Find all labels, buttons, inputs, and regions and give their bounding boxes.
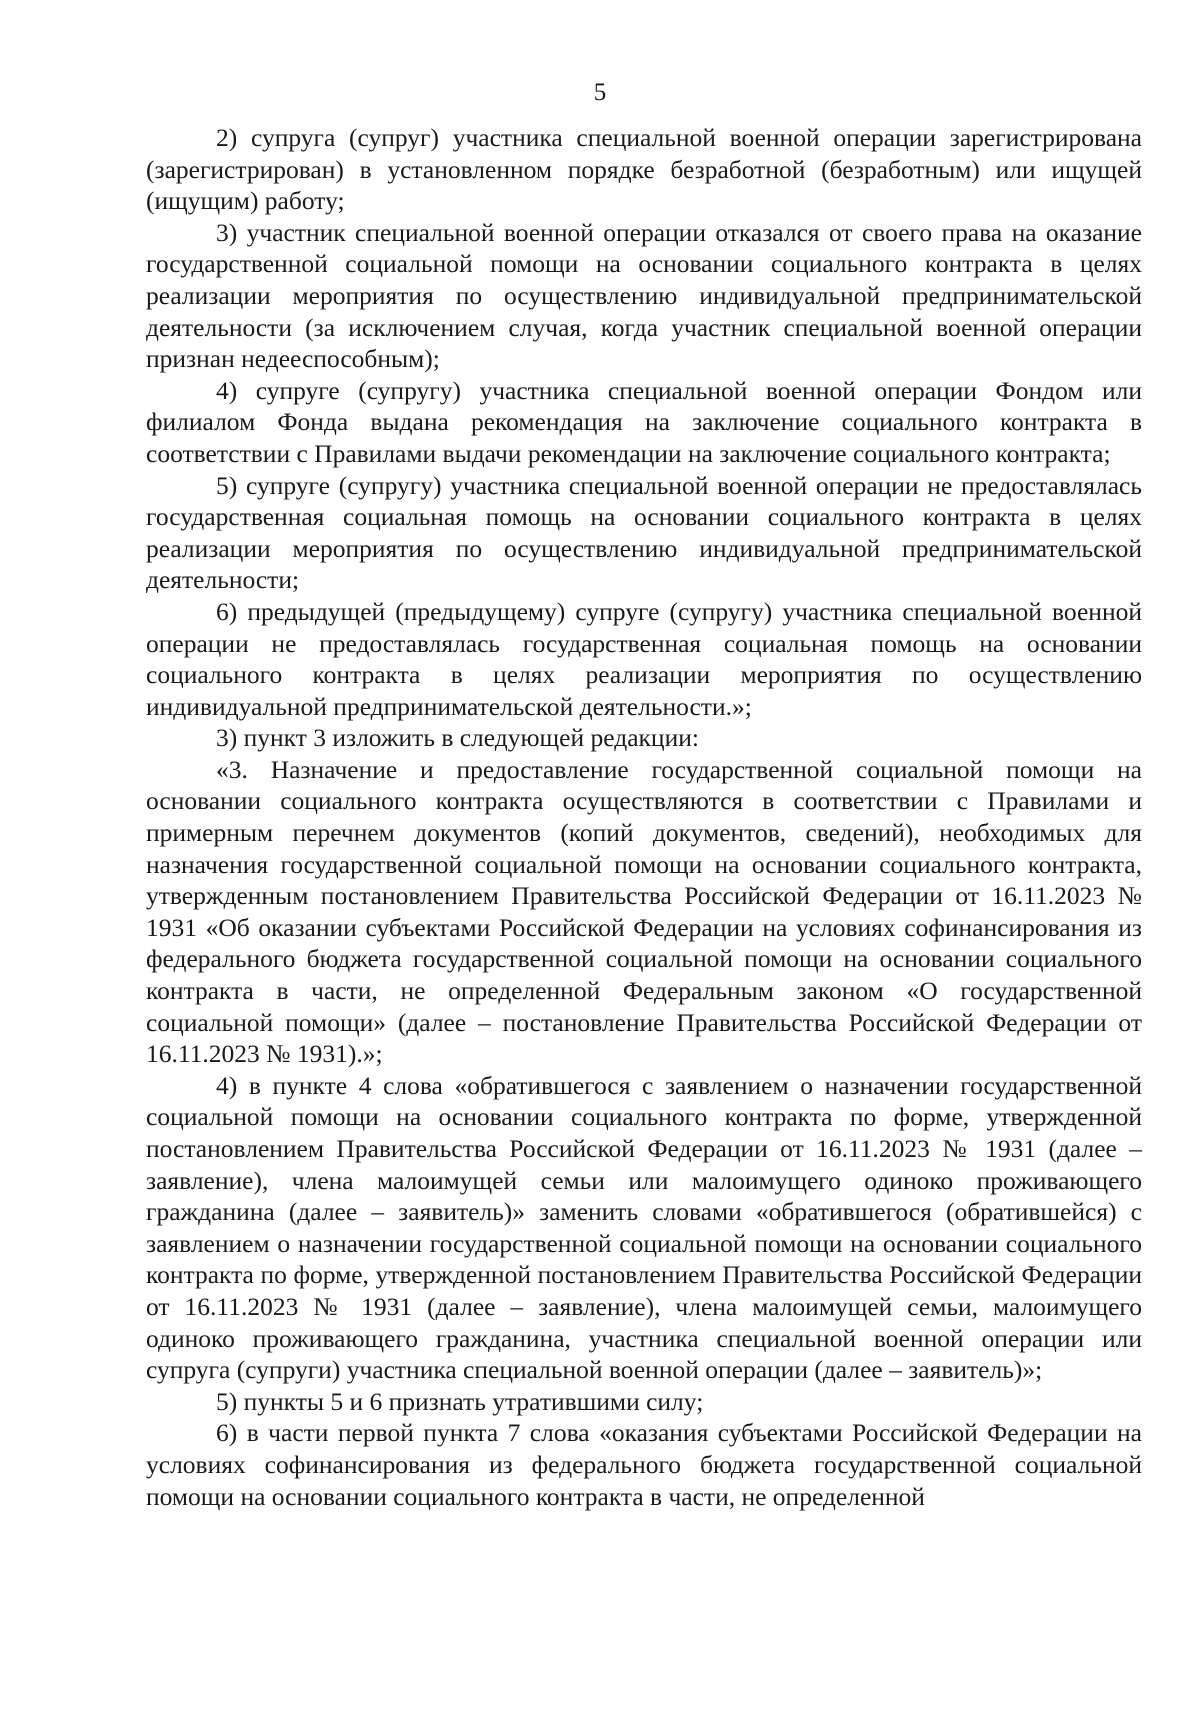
paragraph-item-2: 2) супруга (супруг) участника специальной военной операции зарегистрирована (зарегистрирован) в установленном порядке безработной (безработным) или ищущей (ищущим) работу; <box>146 123 1142 216</box>
page-number: 5 <box>593 79 607 106</box>
paragraph-item-6: 6) предыдущей (предыдущему) супруге (супругу) участника специальной военной операции не предоставлялась государственная социальная помощь на основании социального контракта в целях реализации мероприятия по осуществлению индивидуальной предпринимательской деятельности.»; <box>146 596 1142 721</box>
paragraph-point-3-text: «3. Назначение и предоставление государственной социальной помощи на основании социального контракта осуществляются в соответствии с Правилами и примерным перечнем документов (копий документов, сведений), необходимых для назначения государственной социальной помощи на основании социального контракта, утвержденным постановлением Правительства Российской Федерации от 16.11.2023 № 1931 «Об оказании субъектами Российской Федерации на условиях софинансирования из федерального бюджета государственной социальной помощи на основании социального контракта в части, не определенной Федеральным законом «О государственной социальной помощи» (далее – постановление Правительства Российской Федерации от 16.11.2023 № 1931).»; <box>146 754 1142 1069</box>
paragraph-item-3: 3) участник специальной военной операции отказался от своего права на оказание государственной социальной помощи на основании социального контракта в целях реализации мероприятия по осуществлению индивидуальной предпринимательской деятельности (за исключением случая, когда участник специальной военной операции признан недееспособным); <box>146 217 1142 374</box>
paragraph-amendment-3: 3) пункт 3 изложить в следующей редакции: <box>216 723 699 753</box>
paragraph-item-4: 4) супруге (супругу) участника специальной военной операции Фондом или филиалом Фонда выдана рекомендация на заключение социального контракта в соответствии с Правилами выдачи рекомендации на заключение социального контракта; <box>146 375 1142 468</box>
paragraph-amendment-4: 4) в пункте 4 слова «обратившегося с заявлением о назначении государственной социальной помощи на основании социального контракта по форме, утвержденной постановлением Правительства Российской Федерации от 16.11.2023 № 1931 (далее – заявление), члена малоимущей семьи или малоимущего одиноко проживающего гражданина (далее – заявитель)» заменить словами «обратившегося (обратившейся) с заявлением о назначении государственной социальной помощи на основании социального контракта по форме, утвержденной постановлением Правительства Российской Федерации от 16.11.2023 № 1931 (далее – заявление), члена малоимущей семьи, малоимущего одиноко проживающего гражданина, участника специальной военной операции или супруга (супруги) участника специальной военной операции (далее – заявитель)»; <box>146 1070 1142 1385</box>
paragraph-amendment-6: 6) в части первой пункта 7 слова «оказания субъектами Российской Федерации на условиях софинансирования из федерального бюджета государственной социальной помощи на основании социального контракта в части, не определенной <box>146 1418 1142 1511</box>
paragraph-item-5: 5) супруге (супругу) участника специальной военной операции не предоставлялась государственная социальная помощь на основании социального контракта в целях реализации мероприятия по осуществлению индивидуальной предпринимательской деятельности; <box>146 470 1142 595</box>
paragraph-amendment-5: 5) пункты 5 и 6 признать утратившими силу; <box>216 1386 704 1416</box>
document-body <box>146 122 1142 1512</box>
